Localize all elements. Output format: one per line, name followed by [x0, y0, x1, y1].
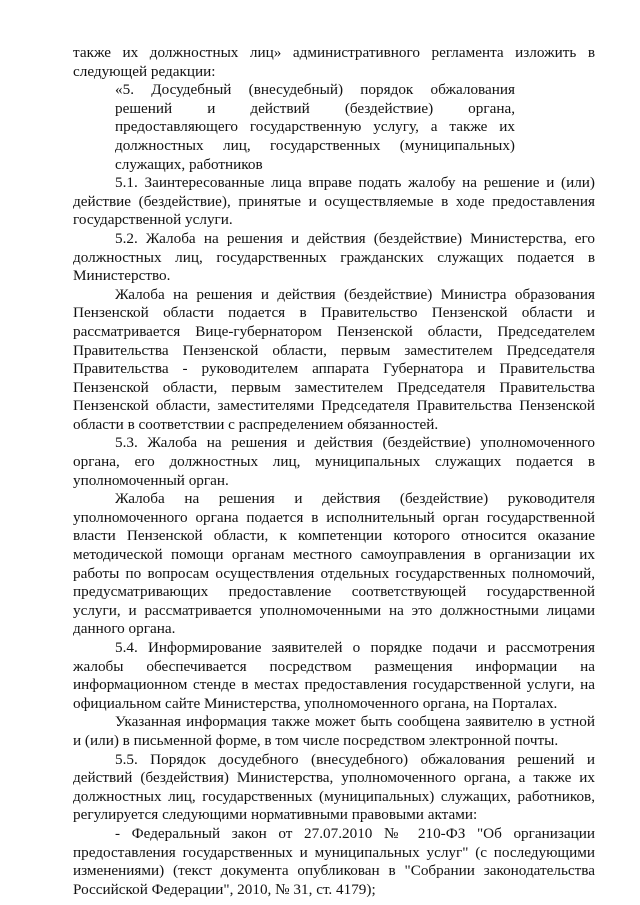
paragraph-federal-law: - Федеральный закон от 27.07.2010 № 210-ФЗ "Об организации предоставления государственных и муниципальных услуг" (с последующими изменениями) (текст документа опубликован в "Собрании законодательства Российской Федерации", 2010, № 31, ст. 4179); — [73, 824, 595, 898]
document-page — [73, 44, 595, 899]
paragraph-5-5: 5.5. Порядок досудебного (внесудебного) обжалования решений и действий (бездействия) Министерства, уполномоченного органа, а также их должностных лиц, государственных (муниципальных) служащих, работников, регулируется следующими нормативными правовыми актами: — [73, 750, 595, 824]
paragraph-5-4: 5.4. Информирование заявителей о порядке подачи и рассмотрения жалобы обеспечивается посредством размещения информации на информационном стенде в местах предоставления государственной услуги, на официальном сайте Министерства, уполномоченного органа, на Порталах. — [73, 639, 595, 712]
intro-paragraph: также их должностных лиц» административного регламента изложить в следующей редакции: — [73, 44, 595, 80]
paragraph-head-complaint: Жалоба на решения и действия (бездействие) руководителя уполномоченного органа подается в исполнительный орган государственной власти Пензенской области, к компетенции которого относится оказание методической помощи органам местного самоуправления в организации их работы по вопросам осуществления отдельных государственных полномочий, предусматривающих предоставление соответствующей государственной услуги, и рассматривается уполномоченными на это должностными лицами данного органа. — [73, 490, 595, 638]
section-heading: «5. Досудебный (внесудебный) порядок обжалования решений и действий (бездействие) органа, предоставляющего государственную услугу, а также их должностных лиц, государственных (муниципальных) служащих, работников — [115, 81, 515, 173]
paragraph-minister-complaint: Жалоба на решения и действия (бездействие) Министра образования Пензенской области подается в Правительство Пензенской области и рассматривается Вице-губернатором Пензенской области, Председателем Правительства Пензенской области, первым заместителем Председателя Правительства - руководителем аппарата Губернатора и Правительства Пензенской области, первым заместителем Председателя Правительства Пензенской области, заместителями Председателя Правительства Пензенской области в соответствии с распределением обязанностей. — [73, 285, 595, 433]
paragraph-5-3: 5.3. Жалоба на решения и действия (бездействие) уполномоченного органа, его должностных лиц, муниципальных служащих подается в уполномоченный орган. — [73, 434, 595, 489]
paragraph-5-1: 5.1. Заинтересованные лица вправе подать жалобу на решение и (или) действие (бездействие), принятые и осуществляемые в ходе предоставления государственной услуги. — [73, 174, 595, 229]
paragraph-5-2: 5.2. Жалоба на решения и действия (бездействие) Министерства, его должностных лиц, государственных гражданских служащих подается в Министерство. — [73, 229, 595, 285]
paragraph-info-delivery: Указанная информация также может быть сообщена заявителю в устной и (или) в письменной форме, в том числе посредством электронной почты. — [73, 713, 595, 749]
